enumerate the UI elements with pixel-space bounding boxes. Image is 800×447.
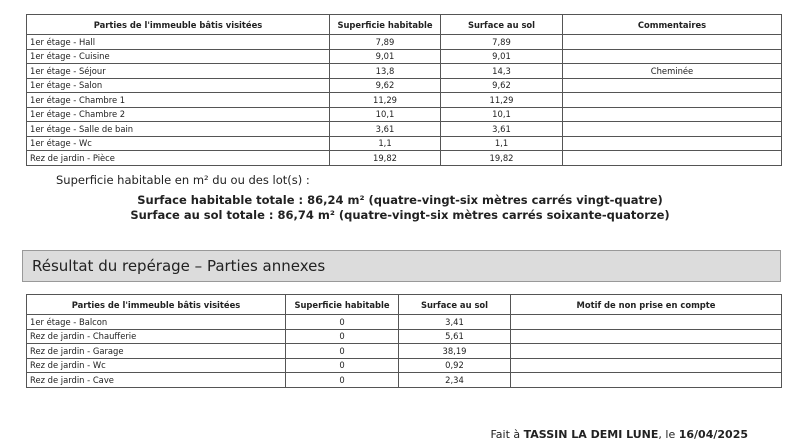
header-commentaires: Commentaires xyxy=(563,15,782,35)
cell-commentaire xyxy=(511,315,782,330)
cell-surface-au-sol: 19,82 xyxy=(441,151,563,166)
cell-commentaire xyxy=(563,78,782,93)
table-header-row xyxy=(27,295,782,315)
cell-superficie-habitable: 19,82 xyxy=(330,151,441,166)
cell-commentaire xyxy=(563,151,782,166)
table-row xyxy=(27,329,782,344)
cell-superficie-habitable: 3,61 xyxy=(330,122,441,137)
header-surface-au-sol: Surface au sol xyxy=(399,295,511,315)
table-row xyxy=(27,344,782,359)
cell-partie: 1er étage - Chambre 2 xyxy=(27,107,330,122)
table-row xyxy=(27,373,782,388)
footer-date: 16/04/2025 xyxy=(678,428,748,441)
table-row xyxy=(27,315,782,330)
cell-superficie-habitable: 1,1 xyxy=(330,136,441,151)
table-row xyxy=(27,151,782,166)
cell-partie: Rez de jardin - Pièce xyxy=(27,151,330,166)
footer-city: TASSIN LA DEMI LUNE xyxy=(523,428,659,441)
cell-partie: Rez de jardin - Chaufferie xyxy=(27,329,286,344)
cell-surface-au-sol: 7,89 xyxy=(441,35,563,50)
cell-surface-au-sol: 0,92 xyxy=(399,358,511,373)
header-parties: Parties de l'immeuble bâtis visitées xyxy=(27,295,286,315)
cell-surface-au-sol: 3,61 xyxy=(441,122,563,137)
table-row xyxy=(27,35,782,50)
cell-surface-au-sol: 11,29 xyxy=(441,93,563,108)
section-header-bar xyxy=(22,250,781,282)
cell-superficie-habitable: 0 xyxy=(286,315,399,330)
table-header-row xyxy=(27,15,782,35)
cell-surface-au-sol: 38,19 xyxy=(399,344,511,359)
table-row xyxy=(27,78,782,93)
cell-partie: 1er étage - Séjour xyxy=(27,64,330,79)
table-row xyxy=(27,122,782,137)
cell-commentaire xyxy=(511,344,782,359)
cell-surface-au-sol: 1,1 xyxy=(441,136,563,151)
header-superficie-habitable: Superficie habitable xyxy=(330,15,441,35)
cell-commentaire xyxy=(511,358,782,373)
cell-partie: 1er étage - Wc xyxy=(27,136,330,151)
cell-superficie-habitable: 10,1 xyxy=(330,107,441,122)
cell-superficie-habitable: 0 xyxy=(286,373,399,388)
cell-commentaire xyxy=(563,93,782,108)
cell-superficie-habitable: 0 xyxy=(286,329,399,344)
table-row xyxy=(27,107,782,122)
cell-surface-au-sol: 10,1 xyxy=(441,107,563,122)
table-row xyxy=(27,136,782,151)
cell-commentaire xyxy=(511,373,782,388)
cell-surface-au-sol: 9,62 xyxy=(441,78,563,93)
header-parties: Parties de l'immeuble bâtis visitées xyxy=(27,15,330,35)
cell-superficie-habitable: 7,89 xyxy=(330,35,441,50)
superficie-label: Superficie habitable en m² du ou des lot(s) : xyxy=(56,173,310,187)
cell-commentaire xyxy=(563,49,782,64)
cell-commentaire xyxy=(511,329,782,344)
cell-surface-au-sol: 9,01 xyxy=(441,49,563,64)
section-title: Résultat du repérage – Parties annexes xyxy=(32,257,326,275)
cell-commentaire xyxy=(563,136,782,151)
cell-commentaire xyxy=(563,107,782,122)
footer-prefix: Fait à xyxy=(490,428,524,441)
cell-superficie-habitable: 9,01 xyxy=(330,49,441,64)
header-surface-au-sol: Surface au sol xyxy=(441,15,563,35)
cell-superficie-habitable: 0 xyxy=(286,344,399,359)
annex-surface-table xyxy=(26,294,782,388)
cell-commentaire xyxy=(563,122,782,137)
table-row xyxy=(27,358,782,373)
table-row xyxy=(27,64,782,79)
cell-superficie-habitable: 9,62 xyxy=(330,78,441,93)
header-motif: Motif de non prise en compte xyxy=(511,295,782,315)
cell-partie: 1er étage - Cuisine xyxy=(27,49,330,64)
table-row xyxy=(27,49,782,64)
cell-partie: 1er étage - Chambre 1 xyxy=(27,93,330,108)
header-superficie-habitable: Superficie habitable xyxy=(286,295,399,315)
cell-superficie-habitable: 13,8 xyxy=(330,64,441,79)
main-surface-table xyxy=(26,14,782,166)
total-sol: Surface au sol totale : 86,74 m² (quatre-vingt-six mètres carrés soixante-quatorze) xyxy=(130,208,670,222)
cell-commentaire: Cheminée xyxy=(563,64,782,79)
footer-signature xyxy=(490,428,748,441)
cell-partie: 1er étage - Salle de bain xyxy=(27,122,330,137)
footer-middle: , le xyxy=(658,428,679,441)
cell-partie: Rez de jardin - Garage xyxy=(27,344,286,359)
cell-superficie-habitable: 0 xyxy=(286,358,399,373)
cell-partie: Rez de jardin - Cave xyxy=(27,373,286,388)
cell-surface-au-sol: 3,41 xyxy=(399,315,511,330)
cell-surface-au-sol: 14,3 xyxy=(441,64,563,79)
cell-partie: Rez de jardin - Wc xyxy=(27,358,286,373)
cell-partie: 1er étage - Salon xyxy=(27,78,330,93)
cell-surface-au-sol: 5,61 xyxy=(399,329,511,344)
table-row xyxy=(27,93,782,108)
cell-superficie-habitable: 11,29 xyxy=(330,93,441,108)
cell-partie: 1er étage - Balcon xyxy=(27,315,286,330)
cell-surface-au-sol: 2,34 xyxy=(399,373,511,388)
cell-commentaire xyxy=(563,35,782,50)
cell-partie: 1er étage - Hall xyxy=(27,35,330,50)
total-habitable: Surface habitable totale : 86,24 m² (quatre-vingt-six mètres carrés vingt-quatre) xyxy=(137,193,663,207)
